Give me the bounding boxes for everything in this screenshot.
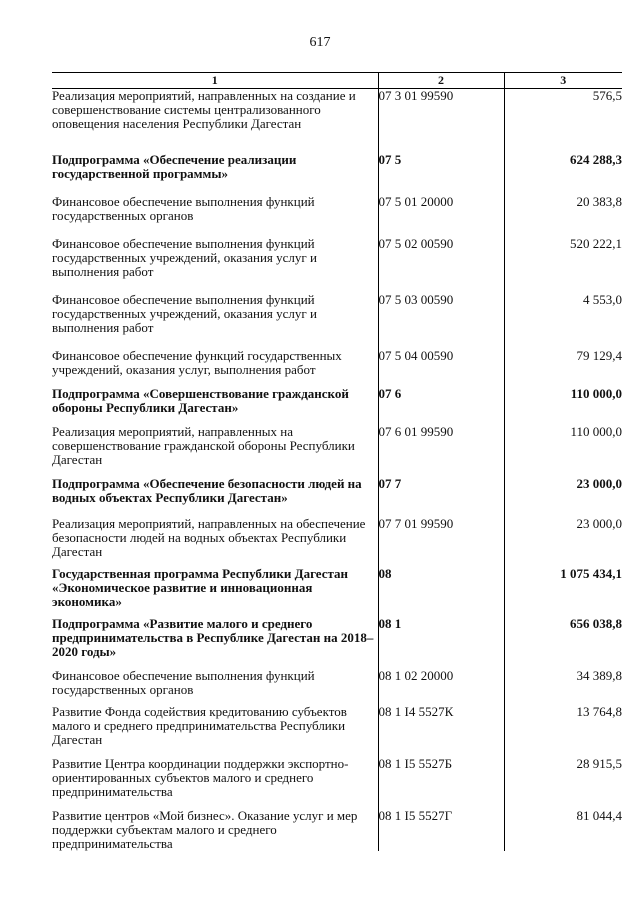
table-row [52, 617, 622, 669]
page-number: 617 [309, 35, 331, 50]
table-row [52, 237, 622, 293]
row-name: Подпрограмма «Обеспечение реализации государственной программы» [52, 152, 297, 181]
row-amount: 110 000,0 [504, 425, 622, 477]
table-row [52, 517, 622, 567]
row-name: Подпрограмма «Обеспечение безопасности людей на водных объектах Республики Дагестан» [52, 476, 362, 505]
row-code: 08 1 I5 5527Г [378, 809, 504, 851]
row-amount: 23 000,0 [504, 477, 622, 517]
row-code: 08 1 I4 5527К [378, 705, 504, 757]
table-row [52, 477, 622, 517]
table-row [52, 669, 622, 705]
table-row [52, 757, 622, 809]
table-row [52, 293, 622, 349]
row-name: Государственная программа Республики Дагестан «Экономическое развитие и инновационная экономика» [52, 566, 349, 609]
table-row [52, 387, 622, 425]
table-row [52, 567, 622, 617]
row-code: 07 5 02 00590 [378, 237, 504, 293]
row-amount: 520 222,1 [504, 237, 622, 293]
row-amount: 23 000,0 [504, 517, 622, 567]
row-amount: 1 075 434,1 [504, 567, 622, 617]
row-code: 07 3 01 99590 [378, 89, 504, 154]
row-name: Развитие центров «Мой бизнес». Оказание услуг и мер поддержки субъектам малого и среднего предпринимательства [52, 808, 358, 851]
row-code: 08 1 02 20000 [378, 669, 504, 705]
row-name: Реализация мероприятий, направленных на создание и совершенствование системы централизованного оповещения населения Республики Дагестан [52, 88, 356, 131]
row-name: Развитие Центра координации поддержки экспортно-ориентированных субъектов малого и среднего предпринимательства [52, 756, 349, 799]
row-code: 07 5 01 20000 [378, 195, 504, 237]
row-amount: 79 129,4 [504, 349, 622, 387]
row-code: 07 5 03 00590 [378, 293, 504, 349]
row-code: 08 [378, 567, 504, 617]
table-row [52, 809, 622, 851]
table-row [52, 153, 622, 195]
table-header-row [52, 73, 622, 89]
column-header-3: 3 [504, 73, 622, 89]
row-amount: 28 915,5 [504, 757, 622, 809]
row-amount: 81 044,4 [504, 809, 622, 851]
row-name: Развитие Фонда содействия кредитованию субъектов малого и среднего предпринимательства Республики Дагестан [52, 704, 347, 747]
row-amount: 110 000,0 [504, 387, 622, 425]
row-name: Финансовое обеспечение выполнения функций государственных учреждений, оказания услуг и выполнения работ [52, 292, 317, 335]
column-header-2: 2 [378, 73, 504, 89]
row-amount: 13 764,8 [504, 705, 622, 757]
row-code: 07 5 04 00590 [378, 349, 504, 387]
row-code: 07 6 01 99590 [378, 425, 504, 477]
column-header-1: 1 [52, 73, 378, 89]
table-row [52, 425, 622, 477]
table-row [52, 705, 622, 757]
row-code: 07 7 01 99590 [378, 517, 504, 567]
row-code: 07 7 [378, 477, 504, 517]
row-name: Подпрограмма «Совершенствование гражданской обороны Республики Дагестан» [52, 386, 349, 415]
table-row [52, 89, 622, 154]
row-name: Финансовое обеспечение выполнения функций государственных органов [52, 668, 315, 697]
budget-table [52, 72, 622, 851]
row-code: 08 1 I5 5527Б [378, 757, 504, 809]
row-amount: 576,5 [504, 89, 622, 154]
table-row [52, 195, 622, 237]
row-amount: 34 389,8 [504, 669, 622, 705]
row-name: Подпрограмма «Развитие малого и среднего предпринимательства в Республике Дагестан на 2018–2020 годы» [52, 616, 374, 659]
row-amount: 20 383,8 [504, 195, 622, 237]
row-name: Финансовое обеспечение функций государственных учреждений, оказания услуг, выполнения работ [52, 348, 342, 377]
row-name: Реализация мероприятий, направленных на обеспечение безопасности людей на водных объектах Республики Дагестан [52, 516, 366, 559]
row-code: 07 6 [378, 387, 504, 425]
row-name: Финансовое обеспечение выполнения функций государственных органов [52, 194, 315, 223]
row-name: Финансовое обеспечение выполнения функций государственных учреждений, оказания услуг и выполнения работ [52, 236, 317, 279]
row-amount: 624 288,3 [504, 153, 622, 195]
row-name: Реализация мероприятий, направленных на совершенствование гражданской обороны Республики Дагестан [52, 424, 355, 467]
row-code: 08 1 [378, 617, 504, 669]
row-code: 07 5 [378, 153, 504, 195]
table-row [52, 349, 622, 387]
row-amount: 656 038,8 [504, 617, 622, 669]
row-amount: 4 553,0 [504, 293, 622, 349]
